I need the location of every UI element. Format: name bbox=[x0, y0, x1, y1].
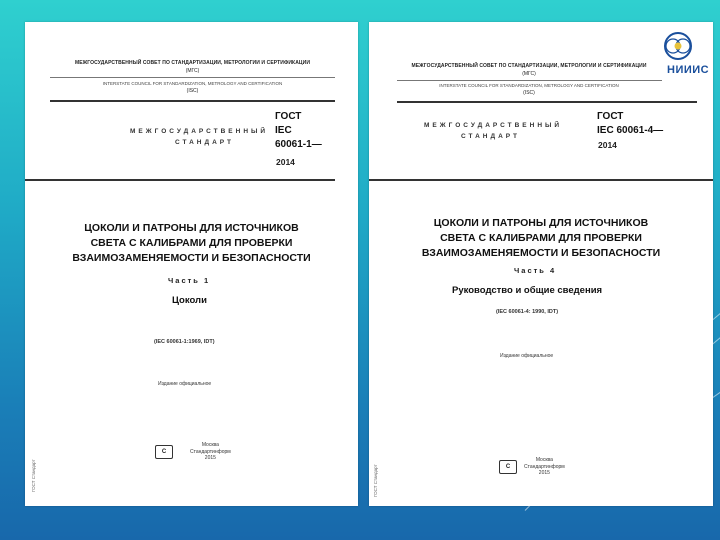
standard-year: 2014 bbox=[598, 140, 617, 150]
publisher-name: Стандартинформ bbox=[190, 448, 231, 455]
iec-reference: (IEC 60061-1:1969, IDT) bbox=[154, 339, 215, 345]
side-imprint: ГОСТ Стандарт bbox=[373, 464, 378, 497]
divider bbox=[50, 100, 335, 102]
interstate-label: МЕЖГОСУДАРСТВЕННЫЙ bbox=[130, 128, 269, 135]
divider bbox=[397, 101, 697, 103]
iec-label: IEC bbox=[275, 125, 292, 136]
publisher-year: 2015 bbox=[538, 470, 550, 476]
edition-note: Издание официальное bbox=[158, 381, 212, 387]
publisher-info bbox=[190, 442, 231, 462]
title-line-2: СВЕТА С КАЛИБРАМИ ДЛЯ ПРОВЕРКИ bbox=[440, 232, 642, 244]
part-label: Часть 4 bbox=[514, 266, 557, 275]
divider bbox=[25, 179, 335, 181]
standard-number: 60061-1— bbox=[275, 139, 322, 150]
niiis-logo-text: НИИИС bbox=[667, 64, 710, 76]
part-title: Цоколи bbox=[172, 295, 207, 306]
edition-note: Издание официальное bbox=[500, 353, 554, 359]
council-name-ru: МЕЖГОСУДАРСТВЕННЫЙ СОВЕТ ПО СТАНДАРТИЗАЦИИ, МЕТРОЛОГИИ И СЕРТИФИКАЦИИ bbox=[411, 63, 647, 69]
title-line-3: ВЗАИМОЗАМЕНЯЕМОСТИ И БЕЗОПАСНОСТИ bbox=[421, 247, 661, 259]
title-line-1: ЦОКОЛИ И ПАТРОНЫ ДЛЯ ИСТОЧНИКОВ bbox=[433, 217, 649, 229]
interstate-label: МЕЖГОСУДАРСТВЕННЫЙ bbox=[424, 122, 563, 129]
publisher-logo-icon: С bbox=[155, 445, 173, 459]
divider bbox=[397, 80, 662, 81]
standard-label: СТАНДАРТ bbox=[175, 139, 235, 146]
standard-year: 2014 bbox=[276, 157, 295, 167]
council-name-en: INTERSTATE COUNCIL FOR STANDARDIZATION, METROLOGY AND CERTIFICATION bbox=[102, 81, 283, 86]
publisher-year: 2015 bbox=[204, 455, 216, 461]
part-label: Часть 1 bbox=[168, 276, 211, 285]
gost-number bbox=[597, 110, 663, 138]
council-name-en: INTERSTATE COUNCIL FOR STANDARDIZATION, METROLOGY AND CERTIFICATION bbox=[439, 83, 619, 88]
title-line-3: ВЗАИМОЗАМЕНЯЕМОСТИ И БЕЗОПАСНОСТИ bbox=[72, 252, 311, 264]
standard-number: IEC 60061-4— bbox=[597, 125, 664, 136]
gost-number bbox=[275, 110, 322, 152]
divider bbox=[369, 179, 713, 181]
publisher-city: Москва bbox=[535, 457, 553, 463]
side-imprint: ГОСТ Стандарт bbox=[31, 459, 36, 492]
council-en-abbr: (ISC) bbox=[523, 90, 535, 96]
publisher-logo-icon: С bbox=[499, 460, 517, 474]
standard-cover-part-4 bbox=[369, 22, 713, 506]
divider bbox=[50, 77, 335, 78]
council-name-ru: МЕЖГОСУДАРСТВЕННЫЙ СОВЕТ ПО СТАНДАРТИЗАЦИИ, МЕТРОЛОГИИ И СЕРТИФИКАЦИИ bbox=[74, 60, 311, 66]
niiis-logo-icon bbox=[661, 30, 695, 62]
council-en-abbr: (ISC) bbox=[186, 88, 199, 94]
gost-label: ГОСТ bbox=[597, 111, 624, 122]
council-abbr: (МГС) bbox=[185, 68, 200, 74]
part-title: Руководство и общие сведения bbox=[452, 285, 603, 296]
publisher-city: Москва bbox=[201, 442, 219, 448]
title-line-1: ЦОКОЛИ И ПАТРОНЫ ДЛЯ ИСТОЧНИКОВ bbox=[84, 222, 299, 234]
standard-label: СТАНДАРТ bbox=[461, 133, 521, 140]
standard-cover-part-1 bbox=[25, 22, 358, 506]
council-abbr: (МГС) bbox=[522, 71, 536, 77]
gost-label: ГОСТ bbox=[275, 111, 302, 122]
title-line-2: СВЕТА С КАЛИБРАМИ ДЛЯ ПРОВЕРКИ bbox=[90, 237, 293, 249]
publisher-info bbox=[524, 457, 565, 477]
iec-reference: (IEC 60061-4: 1990, IDT) bbox=[496, 309, 559, 315]
publisher-name: Стандартинформ bbox=[524, 463, 565, 470]
